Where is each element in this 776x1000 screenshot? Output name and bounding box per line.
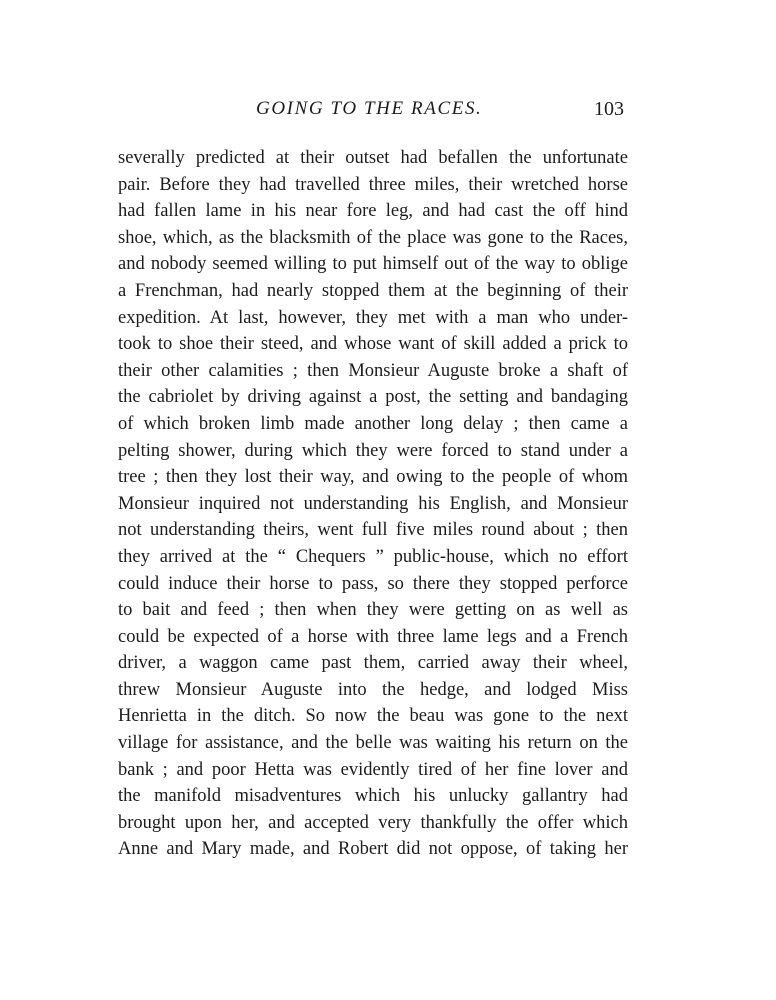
text-line-27: Anne and Mary made, and Robert did not oppose, of taking her <box>118 839 628 860</box>
text-line-2: pair. Before they had travelled three miles, their wretched horse <box>118 174 628 195</box>
text-line-22: Henrietta in the ditch. So now the beau was gone to the next <box>118 706 628 727</box>
text-line-14: Monsieur inquired not understanding his English, and Monsieur <box>118 493 628 514</box>
text-line-26: brought upon her, and accepted very thankfully the offer which <box>118 812 628 833</box>
text-line-12: pelting shower, during which they were forced to stand under a <box>118 440 628 461</box>
text-line-4: shoe, which, as the blacksmith of the place was gone to the Races, <box>118 227 628 248</box>
text-line-11: of which broken limb made another long delay ; then came a <box>118 413 628 434</box>
text-line-1: severally predicted at their outset had befallen the unfortunate <box>118 148 628 168</box>
text-line-18: to bait and feed ; then when they were getting on as well as <box>118 600 628 621</box>
text-line-19: could be expected of a horse with three lame legs and a French <box>118 626 628 647</box>
text-line-7: expedition. At last, however, they met with a man who under- <box>118 307 628 328</box>
running-title: GOING TO THE RACES. <box>256 98 483 119</box>
text-line-24: bank ; and poor Hetta was evidently tired of her fine lover and <box>118 759 628 780</box>
text-line-15: not understanding theirs, went full five miles round about ; then <box>118 520 628 541</box>
page-number: 103 <box>594 98 624 120</box>
text-line-16: they arrived at the “ Chequers ” public-house, which no effort <box>118 546 628 567</box>
text-line-3: had fallen lame in his near fore leg, and had cast the off hind <box>118 201 628 222</box>
text-line-9: their other calamities ; then Monsieur Auguste broke a shaft of <box>118 360 628 381</box>
text-line-5: and nobody seemed willing to put himself out of the way to oblige <box>118 254 628 275</box>
text-line-20: driver, a waggon came past them, carried away their wheel, <box>118 653 628 674</box>
text-line-21: threw Monsieur Auguste into the hedge, and lodged Miss <box>118 679 628 700</box>
text-line-13: tree ; then they lost their way, and owing to the people of whom <box>118 467 628 488</box>
text-line-6: a Frenchman, had nearly stopped them at the beginning of their <box>118 280 628 301</box>
text-line-8: took to shoe their steed, and whose want of skill added a prick to <box>118 334 628 355</box>
text-line-17: could induce their horse to pass, so there they stopped perforce <box>118 573 628 594</box>
text-line-25: the manifold misadventures which his unlucky gallantry had <box>118 786 628 807</box>
text-line-23: village for assistance, and the belle was waiting his return on the <box>118 733 628 754</box>
body-text <box>118 145 628 863</box>
running-head <box>118 94 628 128</box>
text-line-10: the cabriolet by driving against a post, the setting and bandaging <box>118 387 628 408</box>
